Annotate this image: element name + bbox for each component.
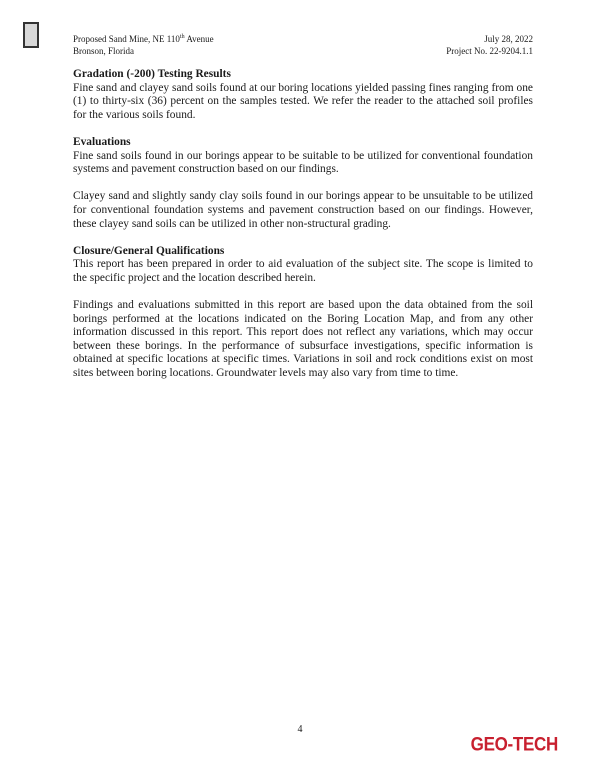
paragraph: Fine sand and clayey sand soils found at our boring locations yielded passing fines ranging from one (1) to thirty-six (36) percent on the samples tested. We refer the reader to the attached soil profiles for the various soils found.	[73, 81, 533, 121]
section-closure	[73, 245, 533, 381]
paragraph: Findings and evaluations submitted in this report are based upon the data obtained from the soil borings performed at the locations indicated on the Boring Location Map, and from any other information discussed in this report. This report does not reflect any variations, which may occur between these borings. In the performance of subsurface investigations, specific information is obtained at specific locations at specific times. Variations in soil and rock conditions exist on most sites between boring locations. Groundwater levels may also vary from time to time.	[73, 299, 533, 380]
paragraph: Clayey sand and slightly sandy clay soils found in our borings appear to be unsuitable to be utilized for conventional foundation systems and pavement construction based on our findings. However, these clayey sand soils can be utilized in other non-structural grading.	[73, 190, 533, 230]
report-body	[73, 68, 533, 394]
section-heading: Closure/General Qualifications	[73, 244, 225, 257]
project-location: Bronson, Florida	[73, 46, 135, 56]
section-heading: Gradation (-200) Testing Results	[73, 68, 231, 80]
project-number: Project No. 22-9204.1.1	[446, 46, 533, 56]
paragraph: Fine sand soils found in our borings appear to be suitable to be utilized for conventional foundation systems and pavement construction based on our findings.	[73, 149, 533, 176]
report-date: July 28, 2022	[484, 34, 533, 44]
project-name: Proposed Sand Mine, NE 110th Avenue	[73, 34, 214, 44]
section-evaluations	[73, 136, 533, 231]
section-heading: Evaluations	[73, 135, 131, 148]
corner-checkbox-icon	[23, 22, 39, 48]
geo-tech-logo: GEO-TECH	[470, 733, 558, 755]
header-project-info	[73, 33, 214, 57]
paragraph: This report has been prepared in order to aid evaluation of the subject site. The scope is limited to the specific project and the location described herein.	[73, 258, 533, 284]
page-number: 4	[297, 724, 303, 735]
section-gradation	[73, 68, 533, 122]
header-date-info	[446, 33, 533, 57]
